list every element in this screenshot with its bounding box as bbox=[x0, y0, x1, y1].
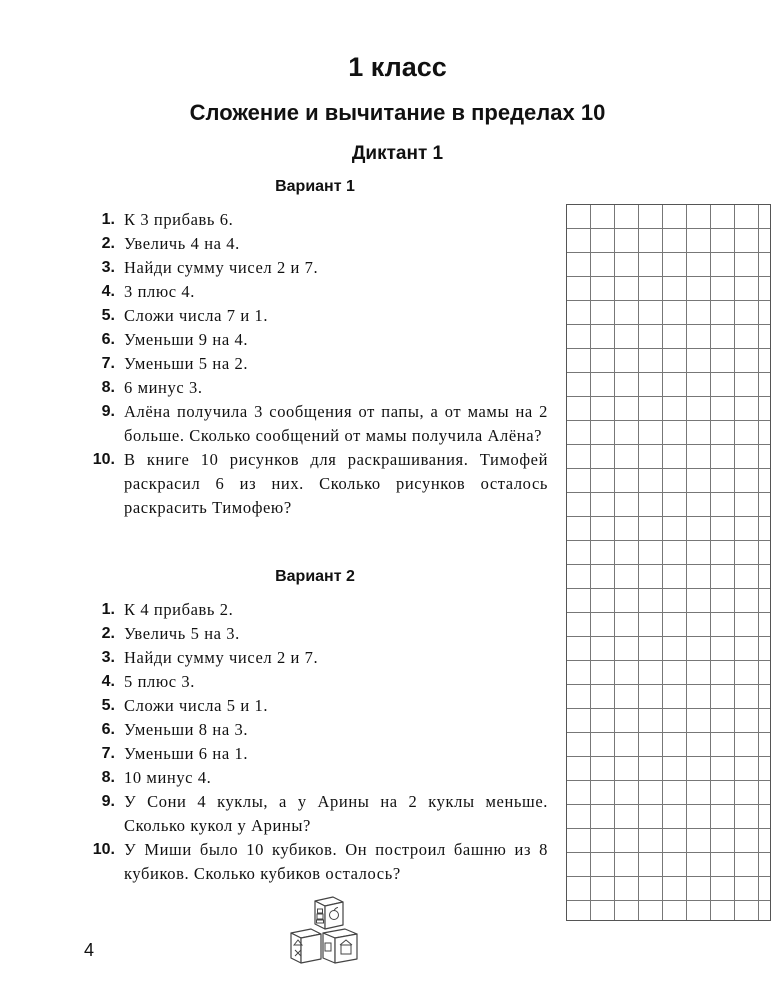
page-number: 4 bbox=[84, 940, 95, 960]
task-item bbox=[82, 376, 548, 400]
task-item bbox=[82, 208, 548, 232]
dictation-title: Диктант 1 bbox=[351, 143, 444, 164]
task-text: 10 минус 4. bbox=[124, 768, 212, 787]
task-text: Найди сумму чисел 2 и 7. bbox=[124, 648, 319, 667]
task-item bbox=[82, 742, 548, 766]
task-number: 3. bbox=[101, 259, 115, 276]
task-number: 2. bbox=[101, 235, 115, 252]
task-item bbox=[82, 448, 548, 520]
task-item bbox=[82, 328, 548, 352]
task-item bbox=[82, 694, 548, 718]
toy-blocks-icon bbox=[285, 893, 375, 968]
task-text: Алёна получила 3 сообщения от папы, а от мамы на 2 больше. Сколько сообщений от мамы получила Алёна? bbox=[124, 402, 548, 445]
task-text: 3 плюс 4. bbox=[124, 282, 195, 301]
task-number: 5. bbox=[101, 697, 115, 714]
task-item bbox=[82, 766, 548, 790]
task-text: Уменьши 8 на 3. bbox=[124, 720, 249, 739]
task-item bbox=[82, 352, 548, 376]
task-item bbox=[82, 622, 548, 646]
task-item bbox=[82, 400, 548, 448]
task-number: 6. bbox=[101, 721, 115, 738]
task-item bbox=[82, 232, 548, 256]
task-number: 8. bbox=[101, 379, 115, 396]
task-number: 9. bbox=[101, 403, 115, 420]
task-number: 4. bbox=[101, 673, 115, 690]
task-item bbox=[82, 718, 548, 742]
task-text: У Миши было 10 кубиков. Он построил башню из 8 кубиков. Сколько кубиков осталось? bbox=[124, 840, 548, 883]
task-number: 2. bbox=[101, 625, 115, 642]
task-text: 5 плюс 3. bbox=[124, 672, 195, 691]
task-text: Увеличь 4 на 4. bbox=[124, 234, 240, 253]
task-text: Увеличь 5 на 3. bbox=[124, 624, 240, 643]
task-number: 7. bbox=[101, 355, 115, 372]
variant-1-task-list bbox=[82, 208, 548, 520]
task-number: 10. bbox=[92, 451, 115, 468]
task-number: 9. bbox=[101, 793, 115, 810]
task-item bbox=[82, 598, 548, 622]
task-text: Найди сумму чисел 2 и 7. bbox=[124, 258, 319, 277]
answer-grid bbox=[566, 204, 771, 921]
task-number: 1. bbox=[101, 601, 115, 618]
task-item bbox=[82, 670, 548, 694]
task-text: Уменьши 5 на 2. bbox=[124, 354, 249, 373]
task-text: Сложи числа 7 и 1. bbox=[124, 306, 269, 325]
task-number: 1. bbox=[101, 211, 115, 228]
task-number: 4. bbox=[101, 283, 115, 300]
task-number: 3. bbox=[101, 649, 115, 666]
task-text: Уменьши 6 на 1. bbox=[124, 744, 249, 763]
task-number: 5. bbox=[101, 307, 115, 324]
variant-2-task-list bbox=[82, 598, 548, 886]
task-text: Уменьши 9 на 4. bbox=[124, 330, 249, 349]
variant-1-title: Вариант 1 bbox=[275, 178, 355, 195]
topic-title: Сложение и вычитание в пределах 10 bbox=[189, 100, 606, 125]
task-item bbox=[82, 280, 548, 304]
task-text: 6 минус 3. bbox=[124, 378, 203, 397]
task-number: 8. bbox=[101, 769, 115, 786]
task-item bbox=[82, 256, 548, 280]
task-number: 7. bbox=[101, 745, 115, 762]
task-number: 10. bbox=[92, 841, 115, 858]
task-item bbox=[82, 790, 548, 838]
task-text: Сложи числа 5 и 1. bbox=[124, 696, 269, 715]
task-text: В книге 10 рисунков для раскрашивания. Тимофей раскрасил 6 из них. Сколько рисунков осталось раскрасить Тимофею? bbox=[124, 450, 548, 517]
variant-2-title: Вариант 2 bbox=[275, 568, 355, 585]
task-item bbox=[82, 646, 548, 670]
task-text: К 4 прибавь 2. bbox=[124, 600, 234, 619]
task-number: 6. bbox=[101, 331, 115, 348]
task-text: У Сони 4 куклы, а у Арины на 2 куклы меньше. Сколько кукол у Арины? bbox=[124, 792, 548, 835]
grade-title: 1 класс bbox=[348, 52, 447, 82]
task-text: К 3 прибавь 6. bbox=[124, 210, 234, 229]
task-item bbox=[82, 304, 548, 328]
task-item bbox=[82, 838, 548, 886]
